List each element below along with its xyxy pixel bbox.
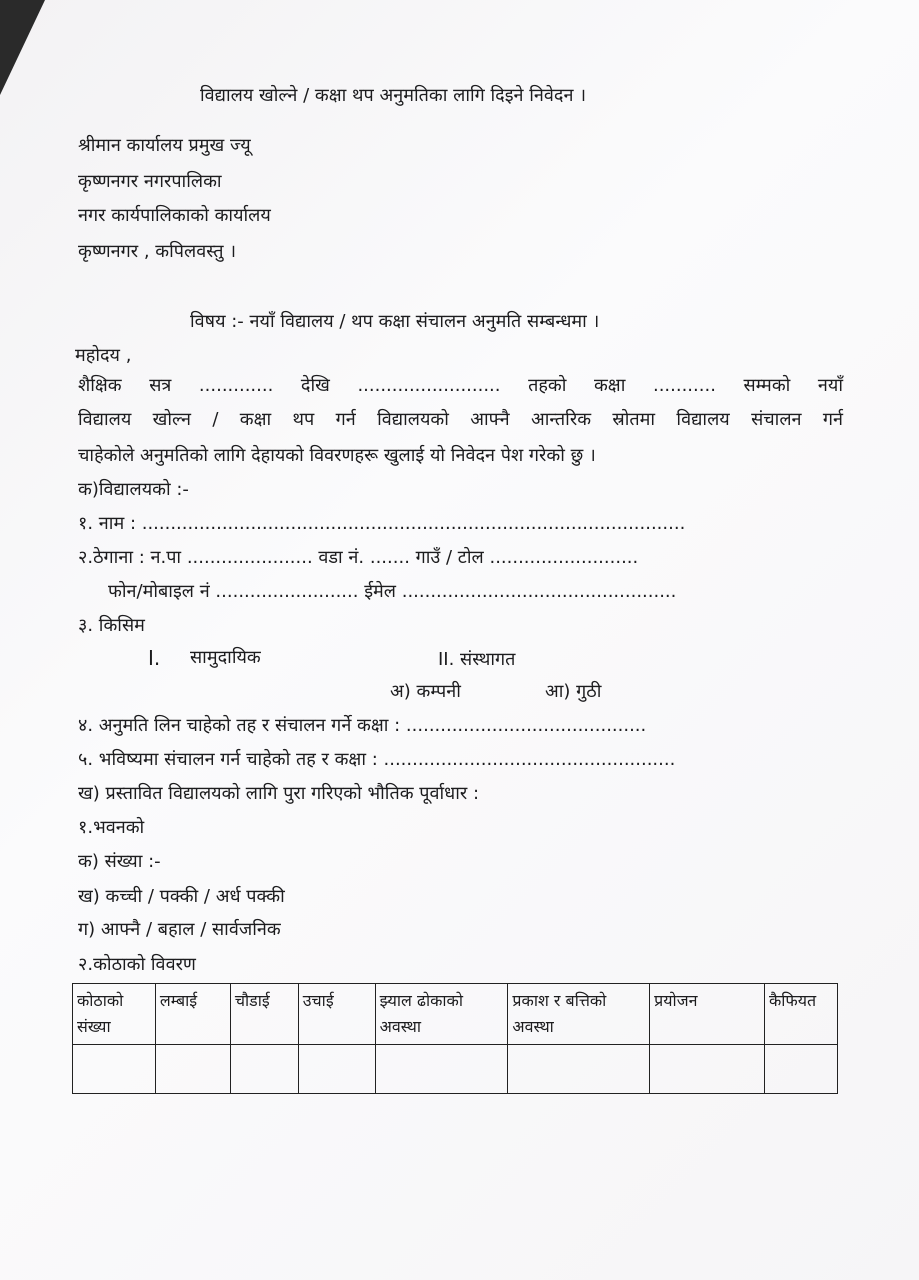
column-header: प्रकाश र बत्तिको अवस्था: [508, 984, 650, 1045]
field-address: २.ठेगाना : न.पा ...................... वडा नं. ....... गाउँ / टोल ..........................: [78, 547, 639, 568]
rooms-table: [72, 983, 838, 1094]
column-header: कैफियत: [765, 984, 838, 1045]
field-name: १. नाम : ...............................................................................................: [78, 513, 686, 534]
table-cell: [298, 1045, 375, 1094]
field-level-now: ४. अनुमति लिन चाहेको तह र संचालन गर्ने कक्षा : ..........................................: [78, 715, 647, 736]
type-1-number: I.: [148, 646, 161, 670]
type-institutional: II. संस्थागत: [438, 649, 516, 670]
table-cell: [765, 1045, 838, 1094]
rooms-heading: २.कोठाको विवरण: [78, 954, 196, 975]
table-header-row: [73, 984, 838, 1045]
type-company: अ) कम्पनी: [390, 681, 461, 702]
building-kind: ख) कच्ची / पक्की / अर्ध पक्की: [78, 886, 285, 907]
salutation: महोदय ,: [75, 345, 132, 366]
section-b-heading: ख) प्रस्तावित विद्यालयको लागि पुरा गरिएको भौतिक पूर्वाधार :: [78, 783, 480, 804]
table-cell: [155, 1045, 230, 1094]
table-cell: [73, 1045, 156, 1094]
table-cell: [230, 1045, 298, 1094]
building-ownership: ग) आफ्नै / बहाल / सार्वजनिक: [78, 919, 281, 940]
address-line: कृष्णनगर , कपिलवस्तु ।: [78, 241, 237, 262]
column-header: झ्याल ढोकाको अवस्था: [375, 984, 508, 1045]
photo-corner-shadow: [0, 0, 45, 95]
column-header: उचाई: [298, 984, 375, 1045]
type-trust: आ) गुठी: [545, 681, 602, 702]
column-header: चौडाई: [230, 984, 298, 1045]
column-header: प्रयोजन: [650, 984, 765, 1045]
table-row: [73, 1045, 838, 1094]
section-a-heading: क)विद्यालयको :-: [78, 479, 189, 500]
field-level-future: ५. भविष्यमा संचालन गर्न चाहेको तह र कक्षा : ...................................................: [78, 749, 676, 770]
building-count: क) संख्या :-: [78, 851, 161, 872]
table-cell: [508, 1045, 650, 1094]
document-title: विद्यालय खोल्ने / कक्षा थप अनुमतिका लागि दिइने निवेदन ।: [200, 85, 587, 106]
type-community: सामुदायिक: [190, 647, 261, 668]
column-header: कोठाको संख्या: [73, 984, 156, 1045]
address-line: कृष्णनगर नगरपालिका: [78, 171, 222, 192]
field-type: ३. किसिम: [78, 615, 145, 636]
column-header: लम्बाई: [155, 984, 230, 1045]
address-line: श्रीमान कार्यालय प्रमुख ज्यू: [78, 135, 251, 156]
field-phone-email: फोन/मोबाइल नं ......................... ईमेल ................................................: [108, 581, 677, 602]
body-line: शैक्षिक सत्र ............. देखि ......................... तहको कक्षा ........... सम्मको नयाँ: [78, 375, 843, 396]
address-line: नगर कार्यपालिकाको कार्यालय: [78, 205, 271, 226]
table-cell: [375, 1045, 508, 1094]
table-cell: [650, 1045, 765, 1094]
body-line: विद्यालय खोल्न / कक्षा थप गर्न विद्यालयको आफ्नै आन्तरिक स्रोतमा विद्यालय संचालन गर्न: [78, 409, 843, 430]
body-line: चाहेकोले अनुमतिको लागि देहायको विवरणहरू खुलाई यो निवेदन पेश गरेको छु ।: [78, 445, 596, 466]
subject-line: विषय :- नयाँ विद्यालय / थप कक्षा संचालन अनुमति सम्बन्धमा ।: [190, 311, 600, 332]
building-heading: १.भवनको: [78, 817, 145, 838]
